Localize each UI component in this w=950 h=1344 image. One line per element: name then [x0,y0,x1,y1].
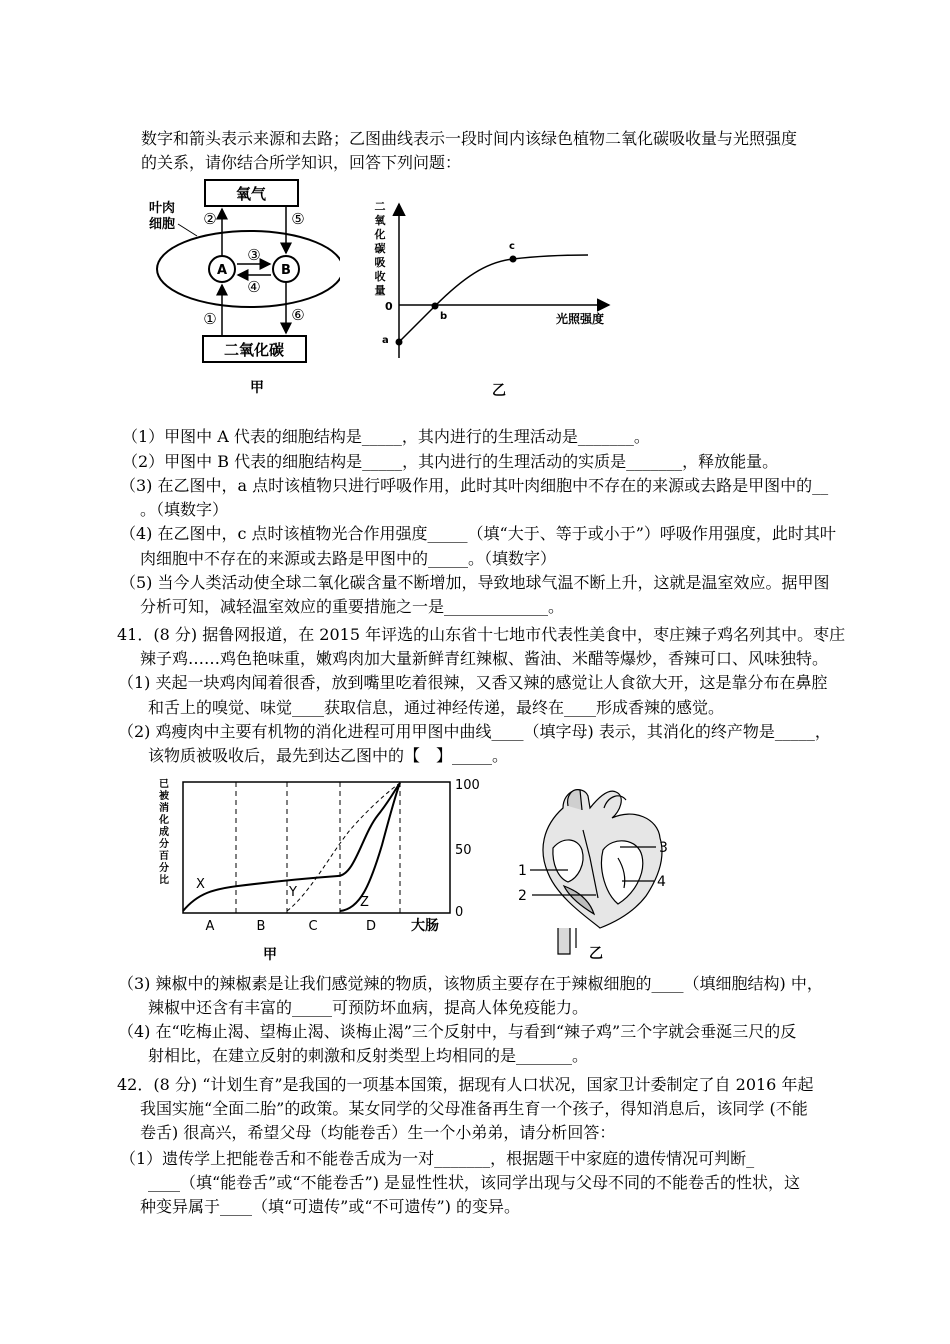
chart3-frame [183,782,450,913]
chart3-seg-c: C [308,919,318,934]
q40-lines-6: 肉细胞中不存在的来源或去路是甲图中的_____。（填数字） [140,549,557,568]
chart3-ylabel [158,778,170,886]
q40-lines-4: 。（填数字） [140,500,229,519]
fig3-ylabel-char: 成 [159,827,169,838]
node-b-label: B [281,263,291,278]
q42-lines-2: 我国实施“全面二胎”的政策。某女同学的父母准备再生育一个孩子，得知消息后，该同学 (不能 [140,1099,808,1118]
chart2-label-a: a [382,335,389,346]
q41b-lines-4: 射相比，在建立反射的刺激和反射类型上均相同的是_______。 [148,1046,589,1065]
node-a-label: A [216,263,228,278]
q41-lines-3: （1) 夹起一块鸡肉闻着很香，放到嘴里吃着很辣，又香又辣的感觉让人食欲大开，这是靠分布在鼻腔 [118,673,828,692]
fig2-ylabel-char: 碳 [374,242,386,255]
intro-line-1: 数字和箭头表示来源和去路；乙图曲线表示一段时间内该绿色植物二氧化碳吸收量与光照强度 [141,129,798,148]
q42-lines-6: 种变异属于____（填“可遗传”或“不可遗传”) 的变异。 [140,1197,521,1216]
fig3-ylabel-char: 被 [159,791,169,802]
fig2-ylabel-char: 收 [374,270,386,283]
chart2-point-b [432,303,439,310]
heart-label-4: 4 [657,874,666,890]
figure-co2-light-chart [368,198,630,403]
cell-label-2: 细胞 [149,217,176,232]
q42-lines-5: ____（填“能卷舌”或“不能卷舌”) 是显性性状，该同学出现与父母不同的不能卷舌的性状，这 [148,1173,801,1192]
heart-label-2: 2 [518,888,527,904]
heart-label-3: 3 [659,840,668,856]
q40-lines-1: （1）甲图中 A 代表的细胞结构是_____，其内进行的生理活动是_______。 [122,427,650,446]
arrow-num-3: ③ [247,246,261,264]
fig3-ylabel-char: 已 [159,779,169,790]
chart2-point-c [510,256,517,263]
q41b-lines-1: （3) 辣椒中的辣椒素是让我们感觉辣的物质，该物质主要存在于辣椒细胞的____（填细胞结构) 中， [118,974,823,993]
q40-lines-2: （2）甲图中 B 代表的细胞结构是_____，其内进行的生理活动的实质是_______，释放能量。 [122,452,779,471]
fig2-ylabel-char: 量 [374,284,386,297]
fig3-ylabel-char: 分 [159,839,169,850]
chart3-curve-z [340,783,400,911]
q42-lines-4: （1）遗传学上把能卷舌和不能卷舌成为一对_______，根据题干中家庭的遗传情况可判断_ [120,1149,755,1168]
chart2-xlabel: 光照强度 [556,312,605,326]
chart3-label-x: X [196,877,205,892]
co2-label: 二氧化碳 [223,341,285,359]
chart3-seg-d: D [365,919,377,934]
heart-illustration [543,790,662,954]
figure-caption-yi-1: 乙 [492,383,506,399]
cell-label-1: 叶肉 [149,201,176,216]
arrow-num-4: ④ [247,278,261,296]
q41-lines-5: （2) 鸡瘦肉中主要有机物的消化进程可用甲图中曲线____（填字母) 表示，其消化的终产物是_____， [118,722,831,741]
q40-lines-5: （4) 在乙图中，c 点时该植物光合作用强度_____（填“大于、等于或小于”）呼吸作用强度，此时其叶 [120,524,836,543]
q40-lines-7: （5) 当今人类活动使全球二氧化碳含量不断增加，导致地球气温不断上升，这就是温室效应。据甲图 [120,573,830,592]
fig2-ylabel-char: 化 [374,228,386,241]
q41b-lines-3: （4) 在“吃梅止渴、望梅止渴、谈梅止渴”三个反射中，与看到“辣子鸡”三个字就会垂涎三尺的反 [118,1022,797,1041]
chart3-y50: 50 [455,843,472,858]
chart3-curve-y [287,783,400,911]
chart3-seg-e: 大肠 [411,918,439,934]
heart-label-1: 1 [518,863,527,879]
fig3-ylabel-char: 分 [159,863,169,874]
chart3-y100: 100 [455,778,480,793]
arrow-num-1: ① [203,310,217,328]
figure-heart [508,778,698,968]
chart2-label-b: b [440,311,448,322]
q40-lines-3: （3) 在乙图中，a 点时该植物只进行呼吸作用，此时其叶肉细胞中不存在的来源或去路是甲图中的__ [120,476,829,495]
chart3-label-y: Y [289,885,297,900]
fig3-ylabel-char: 化 [159,815,169,826]
q40-lines-8: 分析可知，减轻温室效应的重要措施之一是_____________。 [140,597,565,616]
figure-caption-yi-2: 乙 [589,946,603,962]
chart3-label-z: Z [360,895,369,910]
figure-digestion-chart [150,775,480,965]
figure-caption-jia-1: 甲 [250,380,264,396]
figure-leaf-cell-diagram [140,176,340,401]
chart3-seg-b: B [256,919,266,934]
chart3-seg-a: A [205,919,215,934]
q41-lines-6: 该物质被吸收后，最先到达乙图中的【 】_____。 [148,746,509,765]
q41-lines-1: 41．(8 分) 据鲁网报道，在 2015 年评选的山东省十七地市代表性美食中，枣庄辣子鸡名列其中。枣庄 [117,625,846,644]
q42-lines-1: 42．(8 分) “计划生育”是我国的一项基本国策，据现有人口状况，国家卫计委制定了自 2016 年起 [117,1075,814,1094]
chart2-zero: 0 [385,300,393,313]
fig3-ylabel-char: 比 [159,875,169,886]
oxygen-label: 氧气 [235,185,267,203]
fig2-ylabel-char: 二 [374,200,386,213]
chart2-curve [399,255,588,342]
chart2-label-c: c [509,241,515,252]
arrow-num-6: ⑥ [291,306,305,324]
chart2-point-a [396,339,403,346]
chart3-y0: 0 [455,905,464,920]
arrow-num-2: ② [203,210,217,228]
chart2-ylabel [374,200,387,297]
q41-lines-4: 和舌上的嗅觉、味觉____获取信息，通过神经传递，最终在____形成香辣的感觉。 [148,698,725,717]
fig2-ylabel-char: 氧 [374,214,386,227]
figure-caption-jia-2: 甲 [263,947,277,963]
intro-line-2: 的关系，请你结合所学知识，回答下列问题： [141,153,462,172]
q42-lines-3: 卷舌) 很高兴，希望父母（均能卷舌）生一个小弟弟，请分析回答： [140,1123,616,1142]
fig2-ylabel-char: 吸 [374,256,386,269]
fig3-ylabel-char: 消 [159,803,169,814]
q41b-lines-2: 辣椒中还含有丰富的_____可预防坏血病，提高人体免疫能力。 [148,998,589,1017]
arrow-num-5: ⑤ [291,210,305,228]
q41-lines-2: 辣子鸡……鸡色艳味重，嫩鸡肉加大量新鲜青红辣椒、酱油、米醋等爆炒，香辣可口、风味独特。 [140,649,829,668]
fig3-ylabel-char: 百 [159,851,169,862]
